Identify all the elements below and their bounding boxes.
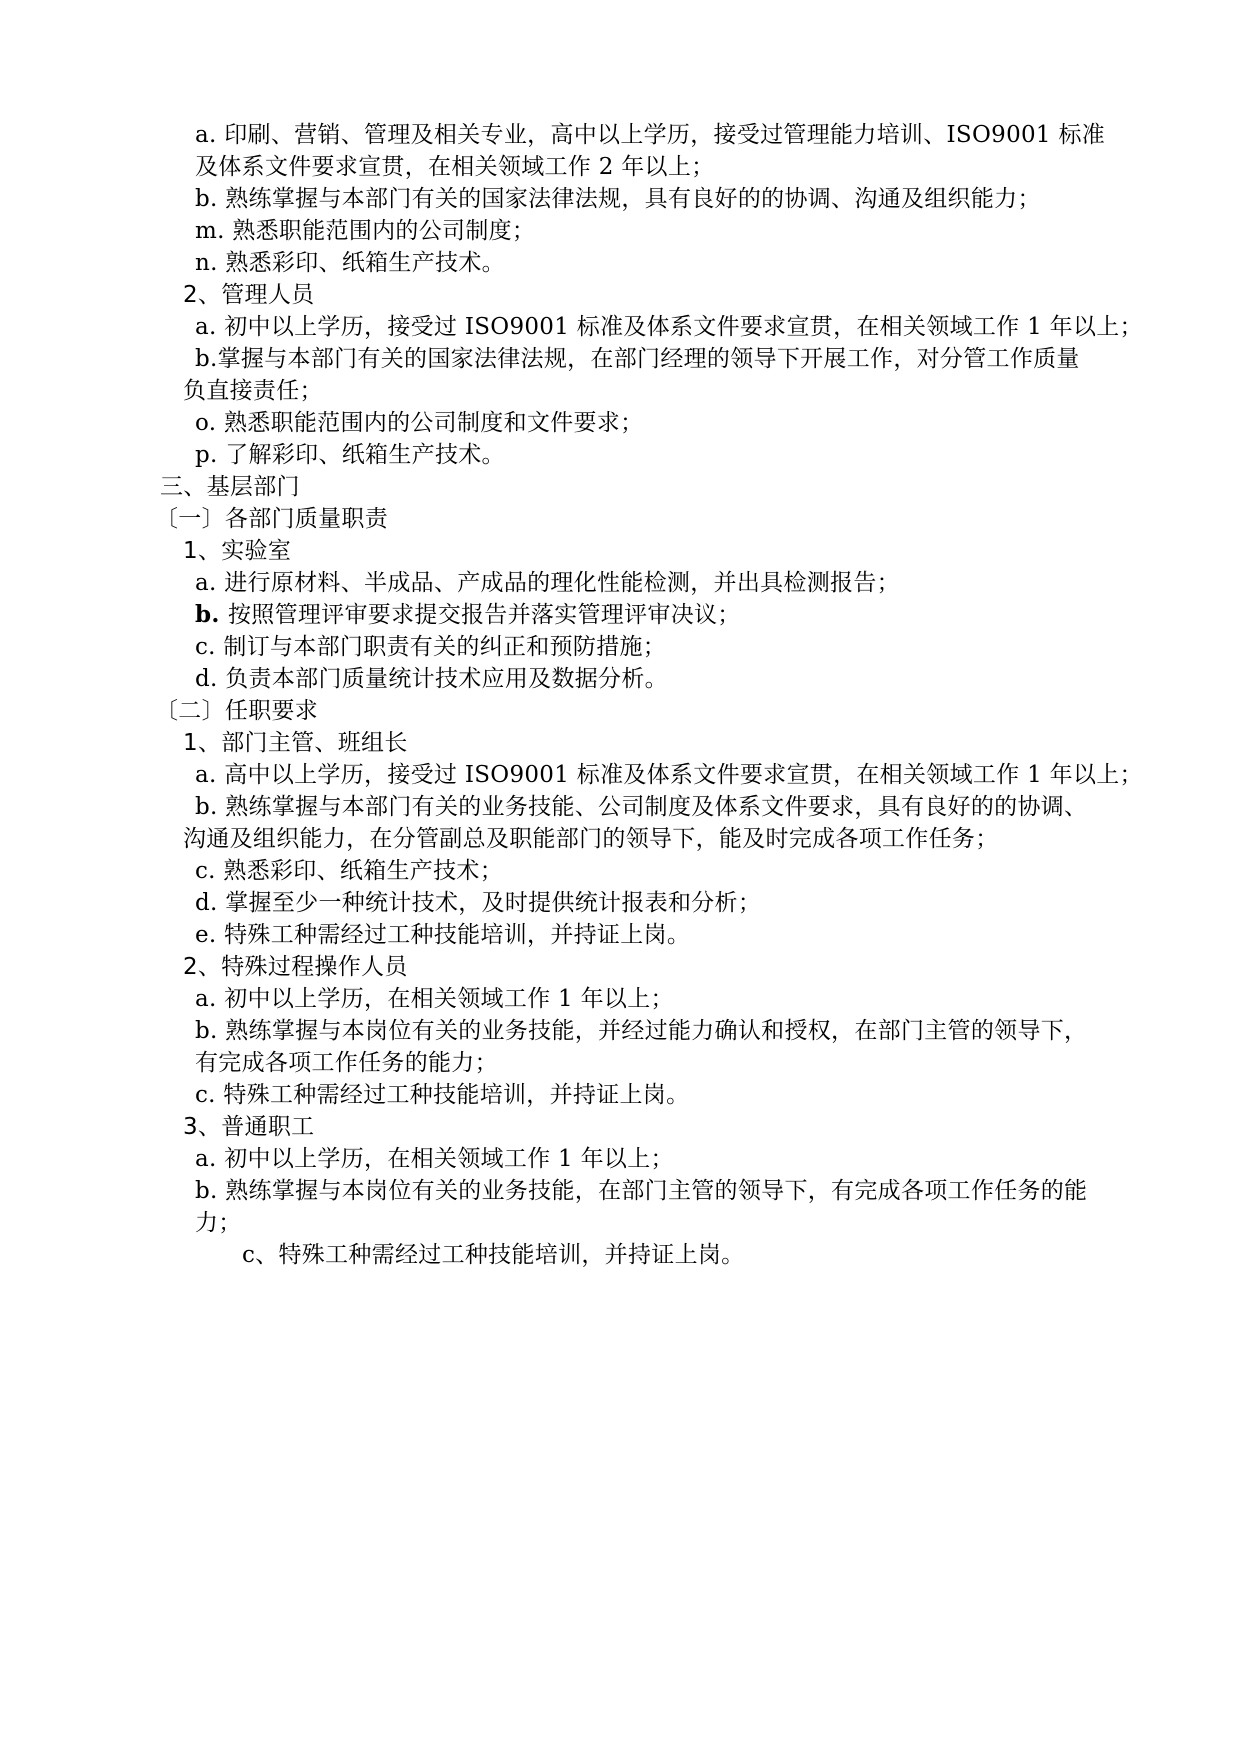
text-line: a. 初中以上学历，接受过 ISO9001 标准及体系文件要求宣贯，在相关领域工作 1 年以上； xyxy=(195,314,1143,340)
text-line: 力； xyxy=(195,1210,242,1236)
text-line: a. 印刷、营销、管理及相关专业，高中以上学历，接受过管理能力培训、ISO9001 标准 xyxy=(195,122,1106,148)
subsection-heading: 1、部门主管、班组长 xyxy=(183,730,408,756)
text-line: o. 熟悉职能范围内的公司制度和文件要求； xyxy=(195,410,644,436)
text-line: c. 特殊工种需经过工种技能培训，并持证上岗。 xyxy=(195,1082,690,1108)
subsection-heading: 2、特殊过程操作人员 xyxy=(183,954,408,980)
text-line: 负直接责任； xyxy=(183,378,323,404)
text-line: 有完成各项工作任务的能力； xyxy=(195,1050,498,1076)
text-line: n. 熟悉彩印、纸箱生产技术。 xyxy=(195,250,505,276)
text-line: b. 熟练掌握与本部门有关的业务技能、公司制度及体系文件要求，具有良好的的协调、 xyxy=(195,794,1088,820)
text-line: 沟通及组织能力，在分管副总及职能部门的领导下，能及时完成各项工作任务； xyxy=(183,826,999,852)
text-line: d. 负责本部门质量统计技术应用及数据分析。 xyxy=(195,666,668,692)
text-line: 按照管理评审要求提交报告并落实管理评审决议； xyxy=(228,602,741,628)
text-line: a. 初中以上学历，在相关领域工作 1 年以上； xyxy=(195,1146,674,1172)
text-line: 及体系文件要求宣贯，在相关领域工作 2 年以上； xyxy=(195,154,715,180)
text-line: m. 熟悉职能范围内的公司制度； xyxy=(195,218,536,244)
text-line: a. 初中以上学历，在相关领域工作 1 年以上； xyxy=(195,986,674,1012)
section-heading: 〔一〕各部门质量职责 xyxy=(155,506,388,532)
text-line: b. 熟练掌握与本岗位有关的业务技能，并经过能力确认和授权，在部门主管的领导下， xyxy=(195,1018,1088,1044)
text-line: d. 掌握至少一种统计技术，及时提供统计报表和分析； xyxy=(195,890,762,916)
subsection-heading: 3、普通职工 xyxy=(183,1114,315,1140)
subsection-heading: 1、实验室 xyxy=(183,538,292,564)
text-line: b. 熟练掌握与本部门有关的国家法律法规，具有良好的的协调、沟通及组织能力； xyxy=(195,186,1041,212)
subsection-heading: 2、管理人员 xyxy=(183,282,315,308)
text-line: p. 了解彩印、纸箱生产技术。 xyxy=(195,442,505,468)
text-line: c. 熟悉彩印、纸箱生产技术； xyxy=(195,858,504,884)
text-line: a. 进行原材料、半成品、产成品的理化性能检测，并出具检测报告； xyxy=(195,570,900,596)
text-line: e. 特殊工种需经过工种技能培训，并持证上岗。 xyxy=(195,922,691,948)
section-heading: 三、基层部门 xyxy=(160,474,300,500)
text-line: b. 熟练掌握与本岗位有关的业务技能，在部门主管的领导下，有完成各项工作任务的能 xyxy=(195,1178,1088,1204)
text-line: a. 高中以上学历，接受过 ISO9001 标准及体系文件要求宣贯，在相关领域工作 1 年以上； xyxy=(195,762,1143,788)
text-line: c. 制订与本部门职责有关的纠正和预防措施； xyxy=(195,634,667,660)
text-line: c、特殊工种需经过工种技能培训，并持证上岗。 xyxy=(242,1242,745,1268)
section-heading: 〔二〕任职要求 xyxy=(155,698,319,724)
list-marker: b. xyxy=(195,601,220,628)
text-line: b.掌握与本部门有关的国家法律法规，在部门经理的领导下开展工作，对分管工作质量 xyxy=(195,346,1080,372)
